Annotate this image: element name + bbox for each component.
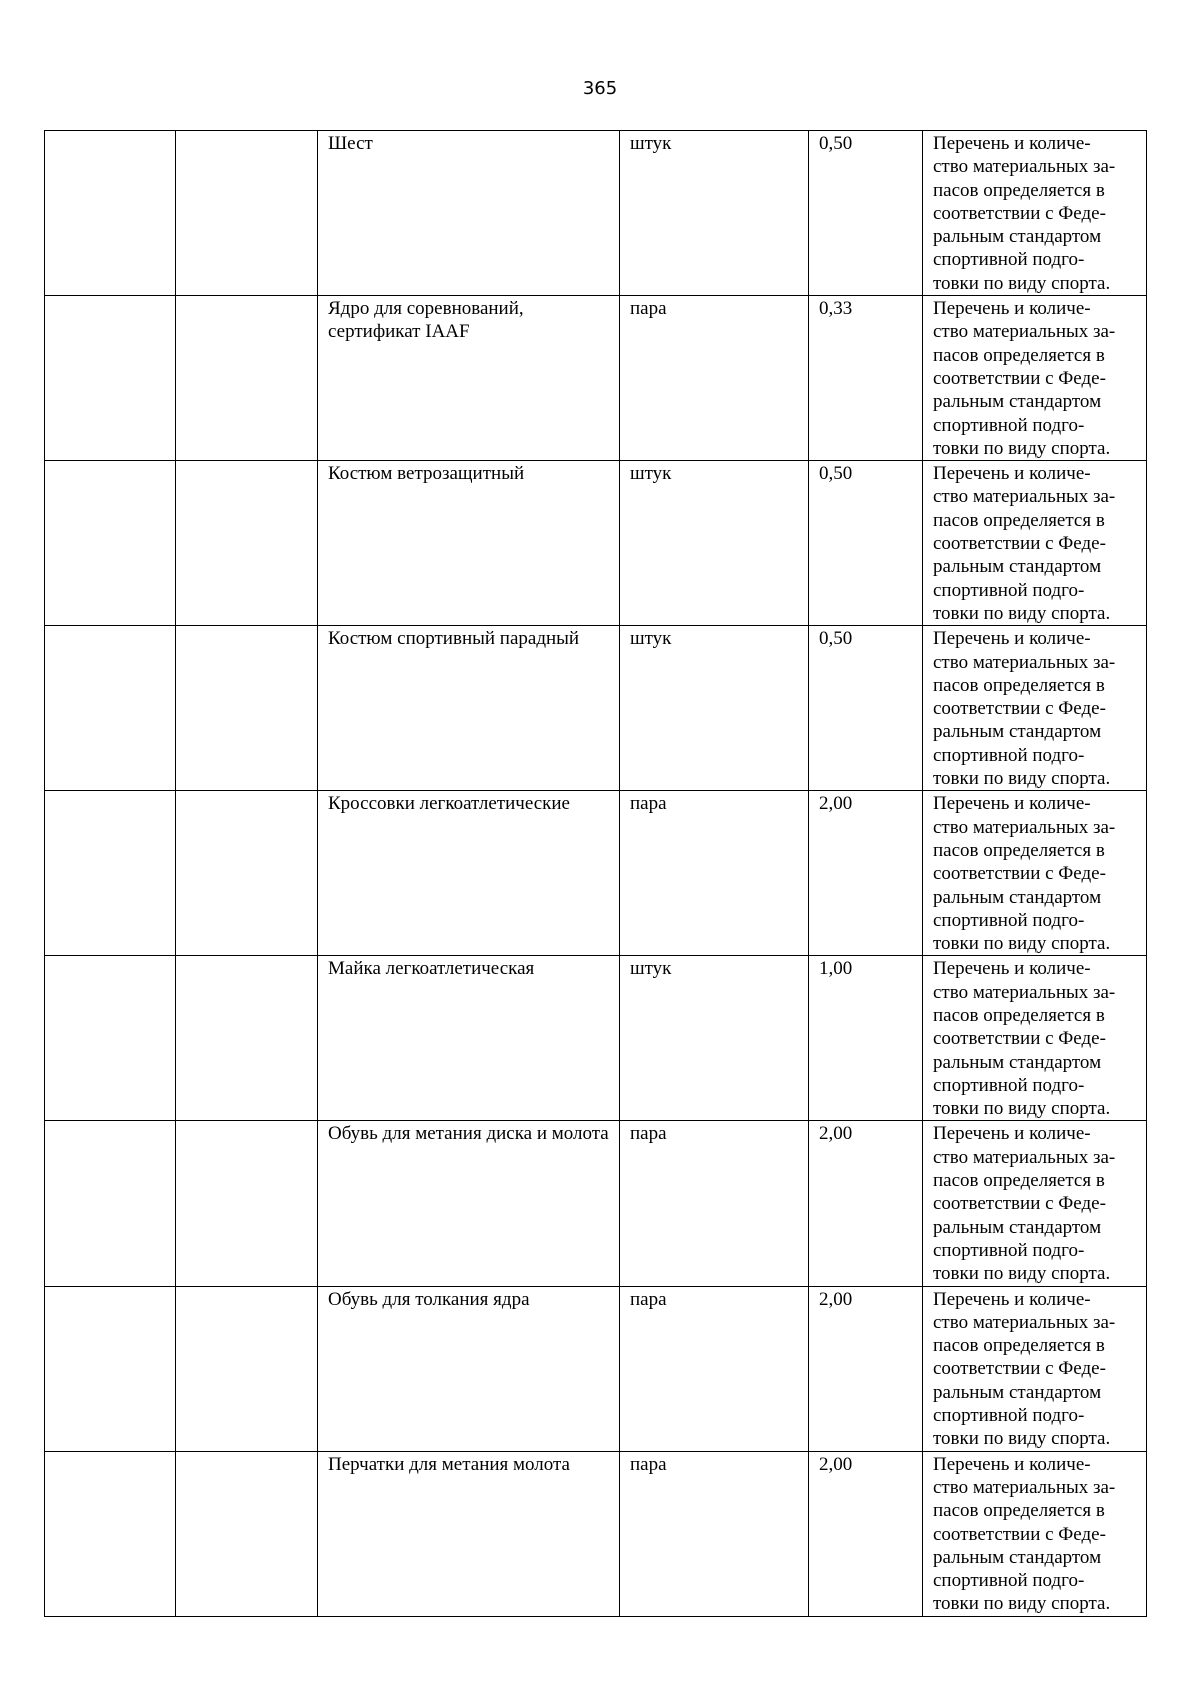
note-cell — [923, 1451, 1147, 1616]
note-cell — [923, 131, 1147, 296]
table-row — [45, 131, 1147, 296]
note-line: ральным стандартом — [933, 226, 1102, 248]
empty-cell — [45, 1121, 176, 1286]
quantity-cell: 0,50 — [809, 131, 923, 296]
empty-cell — [176, 1121, 318, 1286]
note-line: Перечень и количе- — [933, 133, 1091, 154]
empty-cell — [45, 1451, 176, 1616]
note-line: спортивной подго- — [933, 1405, 1085, 1427]
item-name-cell: Майка легкоатлетическая — [318, 956, 620, 1121]
note-line: соответствии с Феде- — [933, 1523, 1106, 1545]
note-line: пасов определяется в — [933, 1004, 1105, 1026]
note-line: Перечень и количе- — [933, 1123, 1091, 1145]
note-line: спортивной подго- — [933, 1074, 1085, 1096]
note-line: соответствии с Феде- — [933, 698, 1106, 720]
empty-cell — [176, 1451, 318, 1616]
note-line: ральным стандартом — [933, 1216, 1102, 1238]
item-name-cell: Костюм спортивный парадный — [318, 626, 620, 791]
note-cell — [923, 296, 1147, 461]
note-line: соответствии с Феде- — [933, 1193, 1106, 1215]
note-cell — [923, 461, 1147, 626]
empty-cell — [45, 626, 176, 791]
note-line: ство материальных за- — [933, 651, 1116, 673]
note-line: пасов определяется в — [933, 509, 1105, 531]
note-line: ство материальных за- — [933, 1311, 1116, 1333]
note-line: спортивной подго- — [933, 249, 1085, 271]
note-line: Перечень и количе- — [933, 793, 1091, 815]
empty-cell — [45, 791, 176, 956]
unit-cell: штук — [620, 131, 809, 296]
empty-cell — [45, 461, 176, 626]
item-name-cell: Шест — [318, 131, 620, 296]
note-line: пасов определяется в — [933, 674, 1105, 696]
empty-cell — [176, 791, 318, 956]
note-line: ральным стандартом — [933, 886, 1102, 908]
note-line: товки по виду спорта. — [933, 1428, 1111, 1450]
item-name-cell: Костюм ветрозащитный — [318, 461, 620, 626]
note-cell — [923, 791, 1147, 956]
table-row — [45, 1286, 1147, 1451]
empty-cell — [176, 956, 318, 1121]
note-line: товки по виду спорта. — [933, 1263, 1111, 1285]
table-row — [45, 1121, 1147, 1286]
unit-cell: пара — [620, 791, 809, 956]
quantity-cell: 0,50 — [809, 626, 923, 791]
note-line: спортивной подго- — [933, 1239, 1085, 1261]
quantity-cell: 2,00 — [809, 1121, 923, 1286]
note-line: спортивной подго- — [933, 744, 1085, 766]
empty-cell — [45, 1286, 176, 1451]
unit-cell: штук — [620, 956, 809, 1121]
note-line: ство материальных за- — [933, 156, 1116, 178]
note-cell — [923, 1286, 1147, 1451]
table-row — [45, 1451, 1147, 1616]
note-line: ральным стандартом — [933, 556, 1102, 578]
note-cell — [923, 956, 1147, 1121]
item-name-cell: Ядро для соревнований, сертификат IAAF — [318, 296, 620, 461]
table-row — [45, 296, 1147, 461]
note-line: Перечень и количе- — [933, 463, 1091, 485]
note-line: товки по виду спорта. — [933, 602, 1111, 624]
item-name-cell: Обувь для толкания ядра — [318, 1286, 620, 1451]
note-line: соответствии с Феде- — [933, 1358, 1106, 1380]
unit-cell: штук — [620, 626, 809, 791]
quantity-cell: 1,00 — [809, 956, 923, 1121]
note-line: спортивной подго- — [933, 414, 1085, 436]
note-cell — [923, 626, 1147, 791]
table-body — [45, 131, 1147, 1617]
empty-cell — [176, 131, 318, 296]
note-line: Перечень и количе- — [933, 958, 1091, 980]
note-line: ство материальных за- — [933, 1476, 1116, 1498]
unit-cell: штук — [620, 461, 809, 626]
empty-cell — [176, 296, 318, 461]
note-line: спортивной подго- — [933, 909, 1085, 931]
empty-cell — [176, 461, 318, 626]
unit-cell: пара — [620, 1286, 809, 1451]
note-line: товки по виду спорта. — [933, 437, 1111, 459]
table-row — [45, 791, 1147, 956]
note-line: спортивной подго- — [933, 1570, 1085, 1592]
note-line: соответствии с Феде- — [933, 202, 1106, 224]
item-name-cell: Кроссовки легкоатлетические — [318, 791, 620, 956]
note-line: ство материальных за- — [933, 981, 1116, 1003]
quantity-cell: 2,00 — [809, 1286, 923, 1451]
table-row — [45, 956, 1147, 1121]
table-row — [45, 626, 1147, 791]
note-line: спортивной подго- — [933, 579, 1085, 601]
table-row — [45, 461, 1147, 626]
note-line: соответствии с Феде- — [933, 533, 1106, 555]
equipment-table — [44, 130, 1147, 1617]
note-line: ральным стандартом — [933, 391, 1102, 413]
unit-cell: пара — [620, 296, 809, 461]
note-line: товки по виду спорта. — [933, 933, 1111, 955]
note-line: ство материальных за- — [933, 1146, 1116, 1168]
note-line: ральным стандартом — [933, 1381, 1102, 1403]
empty-cell — [176, 1286, 318, 1451]
note-line: ство материальных за- — [933, 321, 1116, 343]
note-line: пасов определяется в — [933, 839, 1105, 861]
note-line: пасов определяется в — [933, 1170, 1105, 1192]
note-line: ральным стандартом — [933, 1546, 1102, 1568]
note-line: пасов определяется в — [933, 344, 1105, 366]
note-line: Перечень и количе- — [933, 298, 1091, 320]
quantity-cell: 2,00 — [809, 791, 923, 956]
empty-cell — [45, 296, 176, 461]
quantity-cell: 0,33 — [809, 296, 923, 461]
item-name-cell: Перчатки для метания молота — [318, 1451, 620, 1616]
empty-cell — [45, 131, 176, 296]
note-line: товки по виду спорта. — [933, 768, 1111, 790]
unit-cell: пара — [620, 1451, 809, 1616]
note-line: товки по виду спорта. — [933, 1098, 1111, 1120]
note-line: пасов определяется в — [933, 1335, 1105, 1357]
page-number: 365 — [582, 78, 618, 99]
unit-cell: пара — [620, 1121, 809, 1286]
note-line: пасов определяется в — [933, 179, 1105, 201]
item-name-cell: Обувь для метания диска и молота — [318, 1121, 620, 1286]
empty-cell — [45, 956, 176, 1121]
note-line: соответствии с Феде- — [933, 1028, 1106, 1050]
quantity-cell: 0,50 — [809, 461, 923, 626]
note-line: соответствии с Феде- — [933, 863, 1106, 885]
note-cell — [923, 1121, 1147, 1286]
note-line: товки по виду спорта. — [933, 272, 1111, 294]
note-line: ство материальных за- — [933, 486, 1116, 508]
note-line: Перечень и количе- — [933, 628, 1091, 650]
note-line: пасов определяется в — [933, 1500, 1105, 1522]
note-line: Перечень и количе- — [933, 1288, 1091, 1310]
empty-cell — [176, 626, 318, 791]
note-line: ство материальных за- — [933, 816, 1116, 838]
note-line: ральным стандартом — [933, 1051, 1102, 1073]
quantity-cell: 2,00 — [809, 1451, 923, 1616]
note-line: Перечень и количе- — [933, 1453, 1091, 1475]
note-line: товки по виду спорта. — [933, 1593, 1111, 1615]
note-line: ральным стандартом — [933, 721, 1102, 743]
note-line: соответствии с Феде- — [933, 367, 1106, 389]
